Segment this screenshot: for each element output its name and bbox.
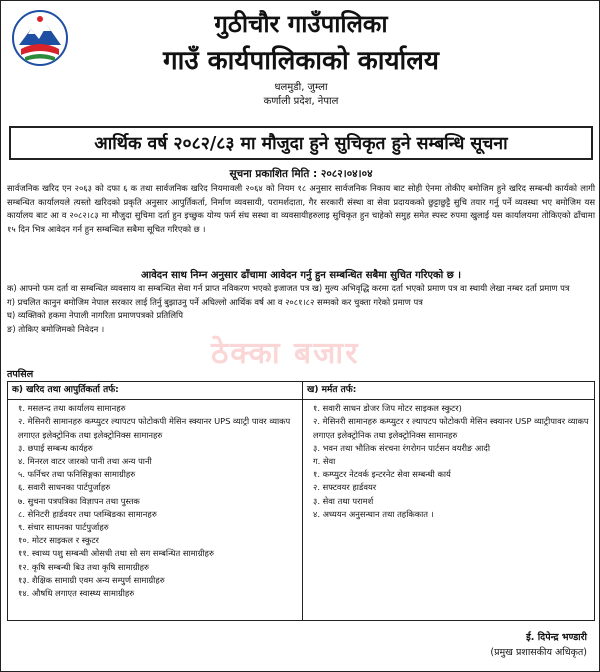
- list-item: ३. सेवा तथा परामर्श: [313, 495, 374, 506]
- list-item: ५. फर्निचर तथा फनिसिङ्गका सामाग्रीहरु: [18, 469, 136, 480]
- signatory-title: (प्रमुख प्रशासकीय अधिकृत): [490, 647, 587, 658]
- requirements-heading: आवेदन साथ निम्न अनुसार ढाँचामा आवेदन गर्नु हुन सम्बन्धित सबैमा सुचित गरिएको छ ।: [140, 270, 462, 281]
- list-item: १. मसलन्द तथा कार्यालय सामानहरु: [18, 403, 126, 414]
- notice-title: आर्थिक वर्ष २०८२/८३ मा मौजुदा हुने सुचिकृत हुने सम्बन्धि सूचना: [9, 126, 593, 160]
- list-item: ३. भवन तथा भौतिक संरचना रंगरोगन पार्टसन वयरीङ आदी: [313, 442, 490, 453]
- office-address: धलमुडी, जुम्ला: [274, 82, 328, 93]
- list-item: २. सफ्टवयर हार्डवयर: [313, 482, 377, 493]
- list-item: ९. संचार साधनका पार्टपुर्जाहरु: [18, 522, 109, 533]
- requirement-item: क) आफ्नो फम दर्ता वा सम्बन्धित व्यवसाय वा सम्बन्धित सेवा गर्न प्राप्त नविकरण भएको इजाजत पत्र ख) मुल्य अभिवृद्धि करमा दर्ता भएको प्रमाण पत्र वा स्थायी लेखा नम्बर दर्ता प्रमाण पत्र: [7, 283, 570, 293]
- municipality-name: गुठीचौर गाउँपालिका: [214, 10, 388, 38]
- list-item: ३. छपाई सम्बन्ध कार्यहरु: [18, 442, 93, 453]
- requirements-list: [7, 282, 595, 336]
- list-item: १०. मोटर साइकल र स्कुटर: [18, 535, 99, 546]
- procurement-column: [8, 382, 303, 620]
- list-item: २. मेसिनरी सामानहरु कम्प्युटर र ल्यापटप फोटोकपी मेसिन स्क्यानर USP व्याट्रीपावर व्याकप लगाएत इलेक्ट्रोनिक तथा इलेक्ट्रोनिक्स सामानहरु: [313, 416, 589, 440]
- requirement-item: ङ) तोकिए बमोजिमको निवेदन ।: [7, 323, 105, 334]
- signatory-name: ई. दिपेन्द्र भण्डारी: [526, 632, 587, 643]
- list-item: १२. कृषि सम्बन्धी बिउ तथा कृषि सामाग्रीहरु: [18, 561, 149, 572]
- notice-body: सार्वजनिक खरिद एन २०६३ को दफा ६ क तथा सार्वजनिक खरिद नियमावली २०६४ को नियम १८ अनुसार सार्वजनिक निकाय बाट सोही ऐनमा तोकीए बमोजिम हुने खरिद सम्बन्धी कार्यको लागी सम्बन्धित कार्यालयले त्यस्तो खरिदको प्रकृति अनुसार आपुर्तिकर्ता, निर्माण व्यवसायी, परामर्शदाता, गैर सरकारी संस्था वा सेवा प्रदायकको छुट्टाछुट्टै सुचि तयार गर्नु पर्ने व्यवस्था भए बमोजिम यस कार्यालय बाट आ व २०८२।८३ मा मौजुदा सुचिमा दर्ता हुन इच्छुक योग्य फर्म संघ सस्था वा व्यवसायीहरुलाइ सुचिकृत हुन चाहेको समुह समेत स्पस्ट रुपमा खुलाई यस कार्यालयमा तोकिएको ढाँचामा १५ दिन भित्र आवेदन गर्न हुन सम्बन्धित सबैमा सूचित गरिएको छ ।: [7, 183, 595, 234]
- office-name: गाउँ कार्यपालिकाको कार्यालय: [163, 46, 439, 76]
- list-item: १३. शैक्षिक सामाग्री एवम अन्य सम्पुर्ण सामाग्रीहरु: [18, 574, 165, 585]
- list-item: ६. सवारी साधनका पार्टपुर्जाहरु: [18, 482, 111, 493]
- list-item: ७. सुचना पत्रपत्रिका विज्ञापन तथा पुस्तक: [18, 495, 140, 506]
- details-table: [7, 381, 595, 621]
- list-item: ४. अध्ययन अनुसन्धान तथा तहकिकात ।: [313, 508, 434, 519]
- details-label: तपसिल: [7, 369, 34, 380]
- watermark: ठेक्का बजार: [211, 336, 360, 371]
- repair-column: [303, 382, 594, 620]
- repair-heading: ख) मर्मत तर्फ:: [303, 384, 594, 400]
- list-item: ११. स्वाथ्य पशु सम्बन्धी ओसधी तथा सो सग सम्बन्धित सामाग्रीहरु: [18, 548, 214, 559]
- requirement-item: घ) व्यक्तिको हकमा नेपाली नागरिता प्रमाणपत्रको प्रतिलिपि: [7, 310, 183, 320]
- list-item: १४. औषधि लगाएत स्वास्थ्य सामाग्रीहरु: [18, 588, 135, 599]
- list-item: ग. सेवा: [313, 456, 336, 467]
- list-item: १. कम्प्युटर नेटवर्क इन्टरनेट सेवा सम्बन्धी कार्य: [313, 469, 451, 480]
- procurement-heading: क) खरिद तथा आपुर्तिकर्ता तर्फ:: [8, 384, 302, 400]
- list-item: १. सवारी साधन डोजर जिप मोटर साइकल स्कुटर): [313, 403, 462, 414]
- publication-date: सूचना प्रकाशित मिति : २०८२।०४।०४: [229, 168, 373, 180]
- list-item: ४. मिनरल वाटर जारको पानी तथा अन्य पानी: [18, 456, 152, 467]
- list-item: ८. सेनिटरी हार्डवयर तथा प्लम्बिङका सामानहरु: [18, 508, 157, 519]
- list-item: २. मेसिनरी सामानहरु कम्प्युटर ल्यापटप फोटोकपी मेसिन स्क्यानर UPS व्याट्री पावर व्याकप लगाएत इलेक्ट्रोनिक तथा इलेक्ट्रोनिक्स सामानहरु: [18, 416, 291, 440]
- requirement-item: ग) प्रचलित कानुन बमोजिम नेपाल सरकार लाई तिर्नु बुझाउनु पर्ने अघिल्लो आर्थिक वर्ष आ व २०८१।८२ सम्मको कर चुक्ता गरेको प्रमाण पत्र: [7, 296, 423, 307]
- province: कर्णाली प्रदेश, नेपाल: [263, 96, 339, 107]
